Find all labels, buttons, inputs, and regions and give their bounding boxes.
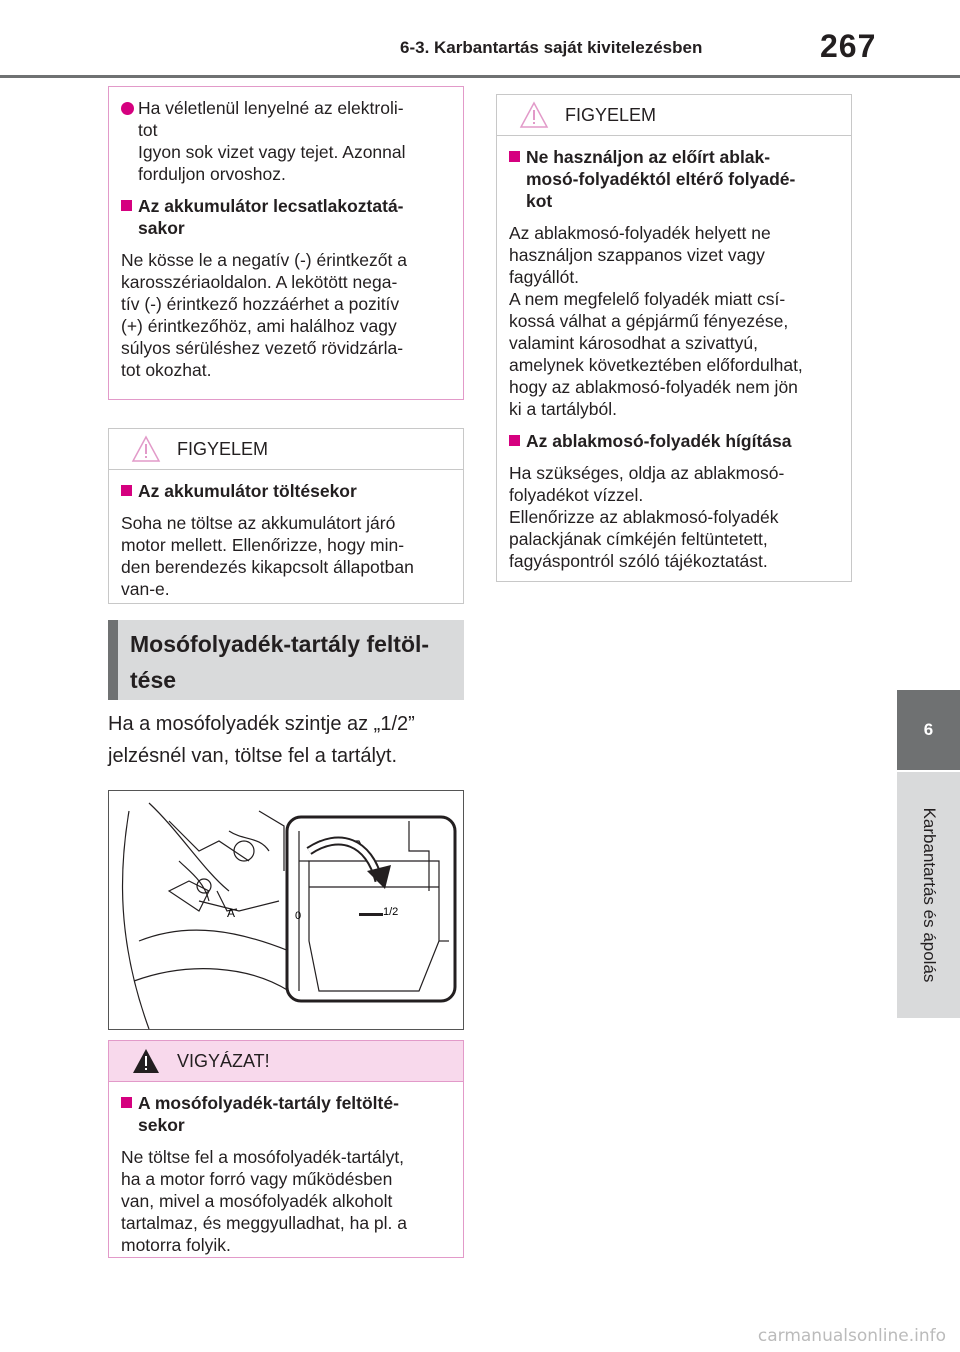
notice-box-charging bbox=[108, 428, 464, 604]
level-mark-half: 1/2 bbox=[383, 906, 399, 918]
text-line: fagyáspontról szóló tájékoztatást. bbox=[509, 551, 768, 571]
text-line: tot okozhat. bbox=[121, 360, 212, 380]
text-line: fagyállót. bbox=[509, 267, 580, 287]
notice-header bbox=[497, 95, 851, 136]
section-heading: 6-3. Karbantartás saját kivitelezésben bbox=[400, 38, 703, 57]
chapter-number-tab bbox=[897, 690, 960, 770]
text-line: Ellenőrizze az ablakmosó-folyadék bbox=[509, 507, 779, 527]
notice-header bbox=[109, 429, 463, 470]
title-line: tése bbox=[130, 667, 177, 693]
bullet-text-line: tot bbox=[138, 120, 158, 140]
bullet-text-line: forduljon orvoshoz. bbox=[138, 164, 286, 184]
text-line: hogy az ablakmosó-folyadék nem jön bbox=[509, 377, 798, 397]
warning-box-refill bbox=[108, 1040, 464, 1258]
text-line: tív (-) érintkező hozzáérhet a pozitív bbox=[121, 294, 400, 314]
subheading-dilution bbox=[509, 430, 839, 452]
text-line: Az ablakmosó-folyadék helyett ne bbox=[509, 223, 771, 243]
title-line: Mosófolyadék-tartály feltöl- bbox=[130, 631, 430, 657]
page-number: 267 bbox=[820, 28, 877, 64]
subheading-disconnect bbox=[121, 195, 451, 239]
subheading-charging bbox=[121, 480, 451, 502]
text-line: (+) érintkezőhöz, ami halálhoz vagy bbox=[121, 316, 397, 336]
square-bullet-icon bbox=[121, 200, 132, 211]
subheading-line: sakor bbox=[138, 218, 185, 238]
warning-triangle-icon bbox=[131, 1047, 161, 1075]
level-mark-zero: 0 bbox=[295, 910, 302, 922]
bullet-text-line: Igyon sok vizet vagy tejet. Azonnal bbox=[138, 142, 406, 162]
refill-text bbox=[121, 1146, 451, 1256]
text-line: kossá válhat a gépjármű fényezése, bbox=[509, 311, 789, 331]
notice-box-washer-fluid bbox=[496, 94, 852, 582]
caution-triangle-icon bbox=[131, 435, 161, 463]
text-line: súlyos sérüléshez vezető rövidzárla- bbox=[121, 338, 404, 358]
washer-instruction bbox=[108, 708, 468, 772]
text-line: jelzésnél van, töltse fel a tartályt. bbox=[108, 745, 398, 767]
text-line: folyadékot vízzel. bbox=[509, 485, 644, 505]
bullet-dot-icon bbox=[121, 102, 134, 115]
charging-text bbox=[121, 512, 451, 600]
callout-a: A bbox=[227, 906, 236, 920]
text-line: A nem megfelelő folyadék miatt csí- bbox=[509, 289, 786, 309]
section-title-washer bbox=[108, 620, 464, 700]
text-line: motor mellett. Ellenőrizze, hogy min- bbox=[121, 535, 405, 555]
chapter-title-tab bbox=[897, 772, 960, 1018]
caution-triangle-icon bbox=[519, 101, 549, 129]
washer-tank-illustration bbox=[108, 790, 464, 1030]
text-line: van, mivel a mosófolyadék alkoholt bbox=[121, 1191, 393, 1211]
fluid-type-text bbox=[509, 222, 839, 420]
electrolyte-bullet bbox=[121, 97, 451, 185]
subheading-line: kot bbox=[526, 191, 553, 211]
text-line: van-e. bbox=[121, 579, 170, 599]
disconnect-text bbox=[121, 249, 451, 381]
warning-box-continued bbox=[108, 86, 464, 400]
warning-header bbox=[109, 1041, 463, 1082]
subheading-fluid-type bbox=[509, 146, 839, 212]
subheading-line: mosó-folyadéktól eltérő folyadé- bbox=[526, 169, 796, 189]
text-line: motorra folyik. bbox=[121, 1235, 231, 1255]
warning-label: VIGYÁZAT! bbox=[177, 1051, 270, 1071]
chapter-title: Karbantartás és ápolás bbox=[919, 807, 939, 983]
text-line: ha a motor forró vagy működésben bbox=[121, 1169, 393, 1189]
watermark: carmanualsonline.info bbox=[757, 1326, 946, 1346]
dilution-text bbox=[509, 462, 839, 572]
notice-label: FIGYELEM bbox=[177, 439, 269, 459]
subheading-line: A mosófolyadék-tartály feltölté- bbox=[138, 1093, 399, 1113]
subheading-line: Az akkumulátor töltésekor bbox=[138, 481, 357, 501]
subheading-line: Az akkumulátor lecsatlakoztatá- bbox=[138, 196, 404, 216]
text-line: valamint károsodhat a szivattyú, bbox=[509, 333, 759, 353]
text-line: ki a tartályból. bbox=[509, 399, 617, 419]
text-line: den berendezés kikapcsolt állapotban bbox=[121, 557, 414, 577]
engine-bay-drawing bbox=[109, 791, 463, 1029]
subheading-refill bbox=[121, 1092, 451, 1136]
square-bullet-icon bbox=[509, 151, 520, 162]
square-bullet-icon bbox=[121, 1097, 132, 1108]
text-line: Ha szükséges, oldja az ablakmosó- bbox=[509, 463, 785, 483]
text-line: tartalmaz, és meggyulladhat, ha pl. a bbox=[121, 1213, 407, 1233]
bullet-text-line: Ha véletlenül lenyelné az elektroli- bbox=[138, 98, 404, 118]
notice-label: FIGYELEM bbox=[565, 105, 657, 125]
text-line: Ha a mosófolyadék szintje az „1/2” bbox=[108, 713, 415, 735]
chapter-number: 6 bbox=[923, 720, 934, 739]
text-line: Ne kösse le a negatív (-) érintkezőt a bbox=[121, 250, 407, 270]
text-line: amelynek következtében előfordulhat, bbox=[509, 355, 803, 375]
text-line: palackjának címkéjén feltüntetett, bbox=[509, 529, 768, 549]
text-line: karosszériaoldalon. A lekötött nega- bbox=[121, 272, 398, 292]
text-line: használjon szappanos vizet vagy bbox=[509, 245, 765, 265]
subheading-line: Az ablakmosó-folyadék hígítása bbox=[526, 431, 792, 451]
text-line: Soha ne töltse az akkumulátort járó bbox=[121, 513, 396, 533]
subheading-line: Ne használjon az előírt ablak- bbox=[526, 147, 771, 167]
square-bullet-icon bbox=[121, 485, 132, 496]
subheading-line: sekor bbox=[138, 1115, 185, 1135]
header-rule bbox=[0, 75, 960, 78]
square-bullet-icon bbox=[509, 435, 520, 446]
text-line: Ne töltse fel a mosófolyadék-tartályt, bbox=[121, 1147, 405, 1167]
